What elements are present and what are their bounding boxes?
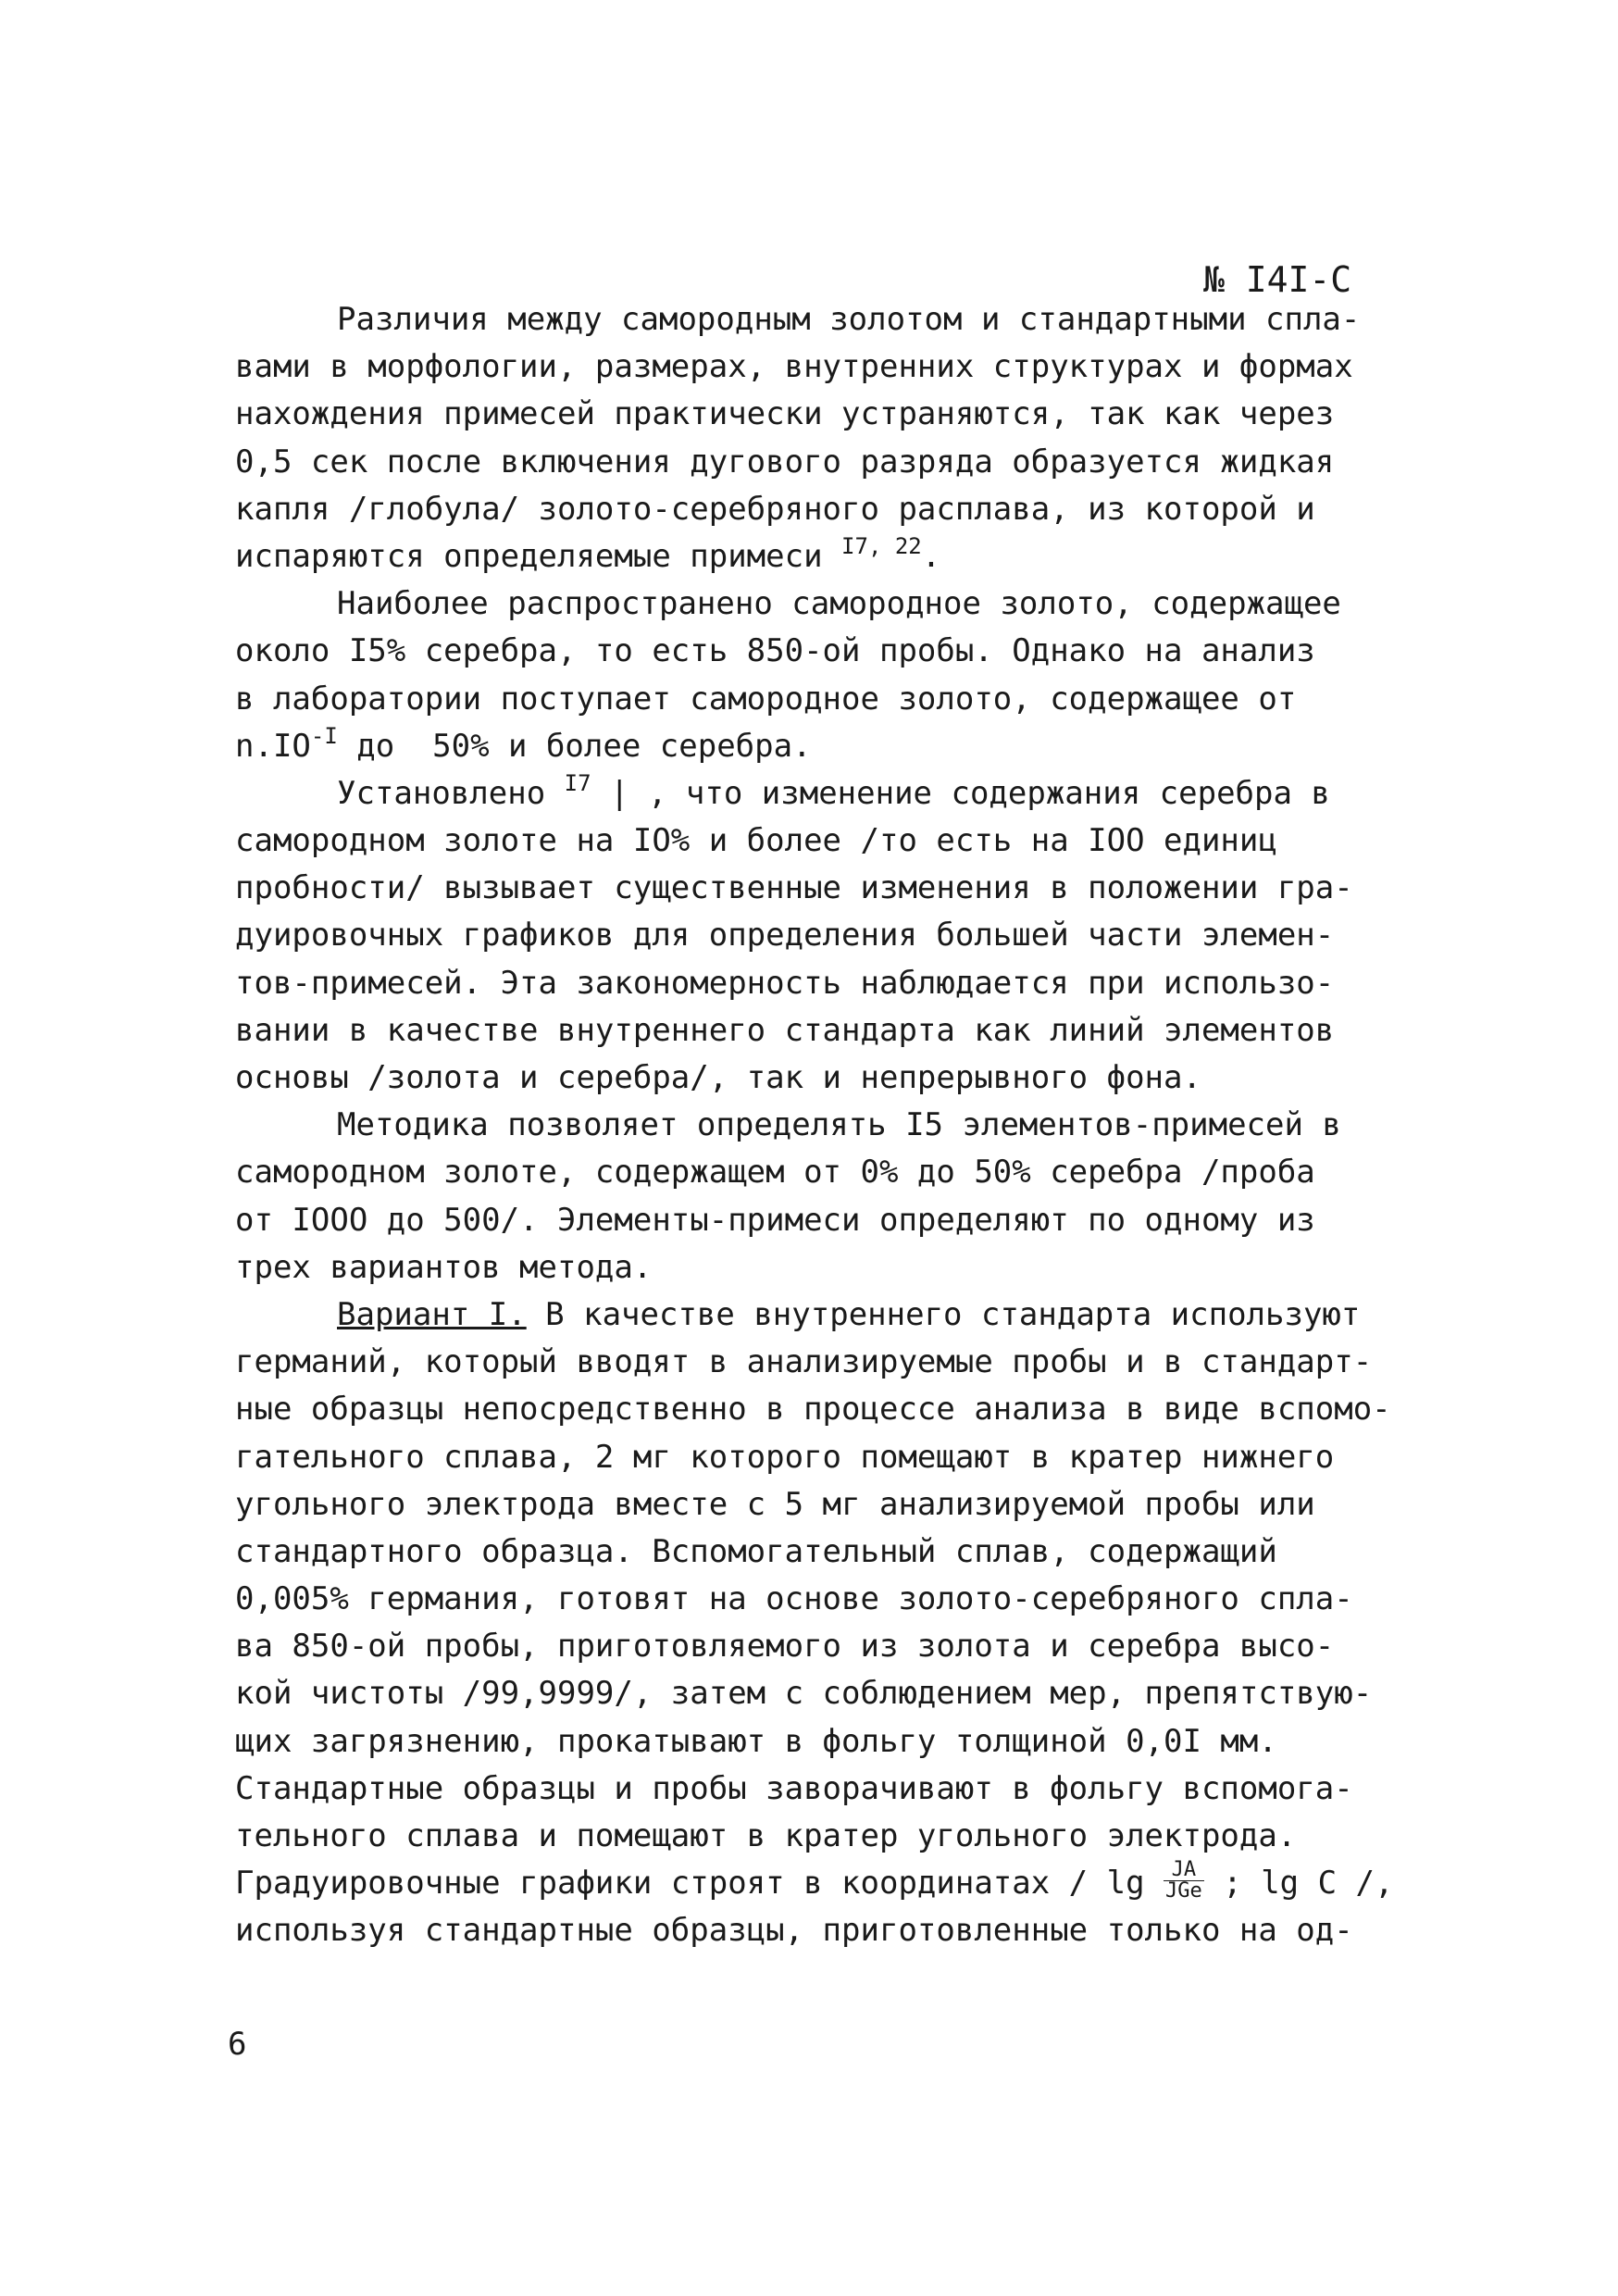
text-line: щих загрязнению, прокатывают в фольгу толщиной 0,0I мм. (235, 1722, 1277, 1760)
reference-superscript: I7, 22 (841, 532, 922, 559)
text-line: в лаборатории поступает самородное золото, содержащее от (235, 680, 1297, 718)
text-line: угольного электрода вместе с 5 мг анализируемой пробы или (235, 1485, 1315, 1523)
text-line: трех вариантов метода. (235, 1248, 653, 1286)
text-line: 0,5 сек после включения дугового разряда образуется жидкая (235, 443, 1335, 480)
text-line: Различия между самородным золотом и стандартными спла- (337, 301, 1361, 338)
text-line: ные образцы непосредственно в процессе анализа в виде вспомо- (235, 1391, 1391, 1429)
fraction-denominator: JGe (1165, 1879, 1202, 1903)
text-line: $n.IO^{-I}$ до 50% и более серебра. (235, 722, 812, 765)
text-line: капля /глобула/ золото-серебряного расплава, из которой и (235, 490, 1315, 528)
text-line: кой чистоты /99,9999/, затем с соблюдением мер, препятствую- (235, 1675, 1373, 1713)
text-line: Установлено $^{I7}$ | , что изменение содержания серебра в (337, 769, 1330, 812)
text-line: дуировочных графиков для определения большей части элемен- (235, 917, 1335, 955)
text-line: ва 850-ой пробы, приготовляемого из золота и серебра высо- (235, 1628, 1335, 1666)
text-line: около I5% серебра, то есть 850-ой пробы. Однако на анализ (235, 632, 1315, 670)
text-line: стандартного образца. Вспомогательный сплав, содержащий (235, 1532, 1277, 1570)
text-line: вании в качестве внутреннего стандарта как линий элементов (235, 1011, 1335, 1049)
text-line: пробности/ вызывает существенные изменения в положении гра- (235, 869, 1353, 907)
text-line: самородном золоте, содержащем от 0% до 50% серебра /проба (235, 1154, 1315, 1192)
text-line: самородном золоте на IO% и более /то есть на IOO единиц (235, 822, 1277, 860)
text-line: Вариант I. В качестве внутреннего стандарта используют (337, 1295, 1361, 1333)
formula-fraction (1164, 1860, 1204, 1902)
variant-heading: Вариант I. (337, 1295, 527, 1333)
text-line: вами в морфологии, размерах, внутренних структурах и формах (235, 348, 1353, 386)
text-line: от IOOO до 500/. Элементы-примеси определяют по одному из (235, 1201, 1315, 1239)
text-line: тов-примесей. Эта закономерность наблюдается при использо- (235, 964, 1335, 1002)
text-line: гательного сплава, 2 мг которого помещают в кратер нижнего (235, 1438, 1335, 1476)
text-line: 0,005% германия, готовят на основе золото-серебряного спла- (235, 1580, 1353, 1618)
fraction-numerator: JA (1164, 1860, 1204, 1881)
exponent-superscript: -I (310, 722, 338, 749)
text-line: Наиболее распространено самородное золото, содержащее (337, 585, 1341, 623)
text-line: используя стандартные образцы, приготовленные только на од- (235, 1912, 1353, 1950)
reference-superscript: I7 (564, 769, 591, 796)
page-number: 6 (228, 2026, 247, 2063)
formula-line: Градуировочные графики строят в координатах / lg JA JGe ; lg C /, (235, 1858, 1394, 1903)
text-line: испаряются определяемые примеси $^{I7, 22}$. (235, 532, 941, 575)
text-line: Методика позволяет определять I5 элементов-примесей в (337, 1106, 1341, 1144)
text-line: германий, который вводят в анализируемые пробы и в стандарт- (235, 1343, 1373, 1381)
document-number: № I4I-C (1203, 259, 1352, 300)
text-line: тельного сплава и помещают в кратер угольного электрода. (235, 1817, 1297, 1854)
document-body (235, 296, 1392, 1955)
text-line: основы /золота и серебра/, так и непрерывного фона. (235, 1059, 1201, 1096)
text-line: нахождения примесей практически устраняются, так как через (235, 395, 1335, 433)
text-line: Стандартные образцы и пробы заворачивают в фольгу вспомога- (235, 1769, 1353, 1807)
